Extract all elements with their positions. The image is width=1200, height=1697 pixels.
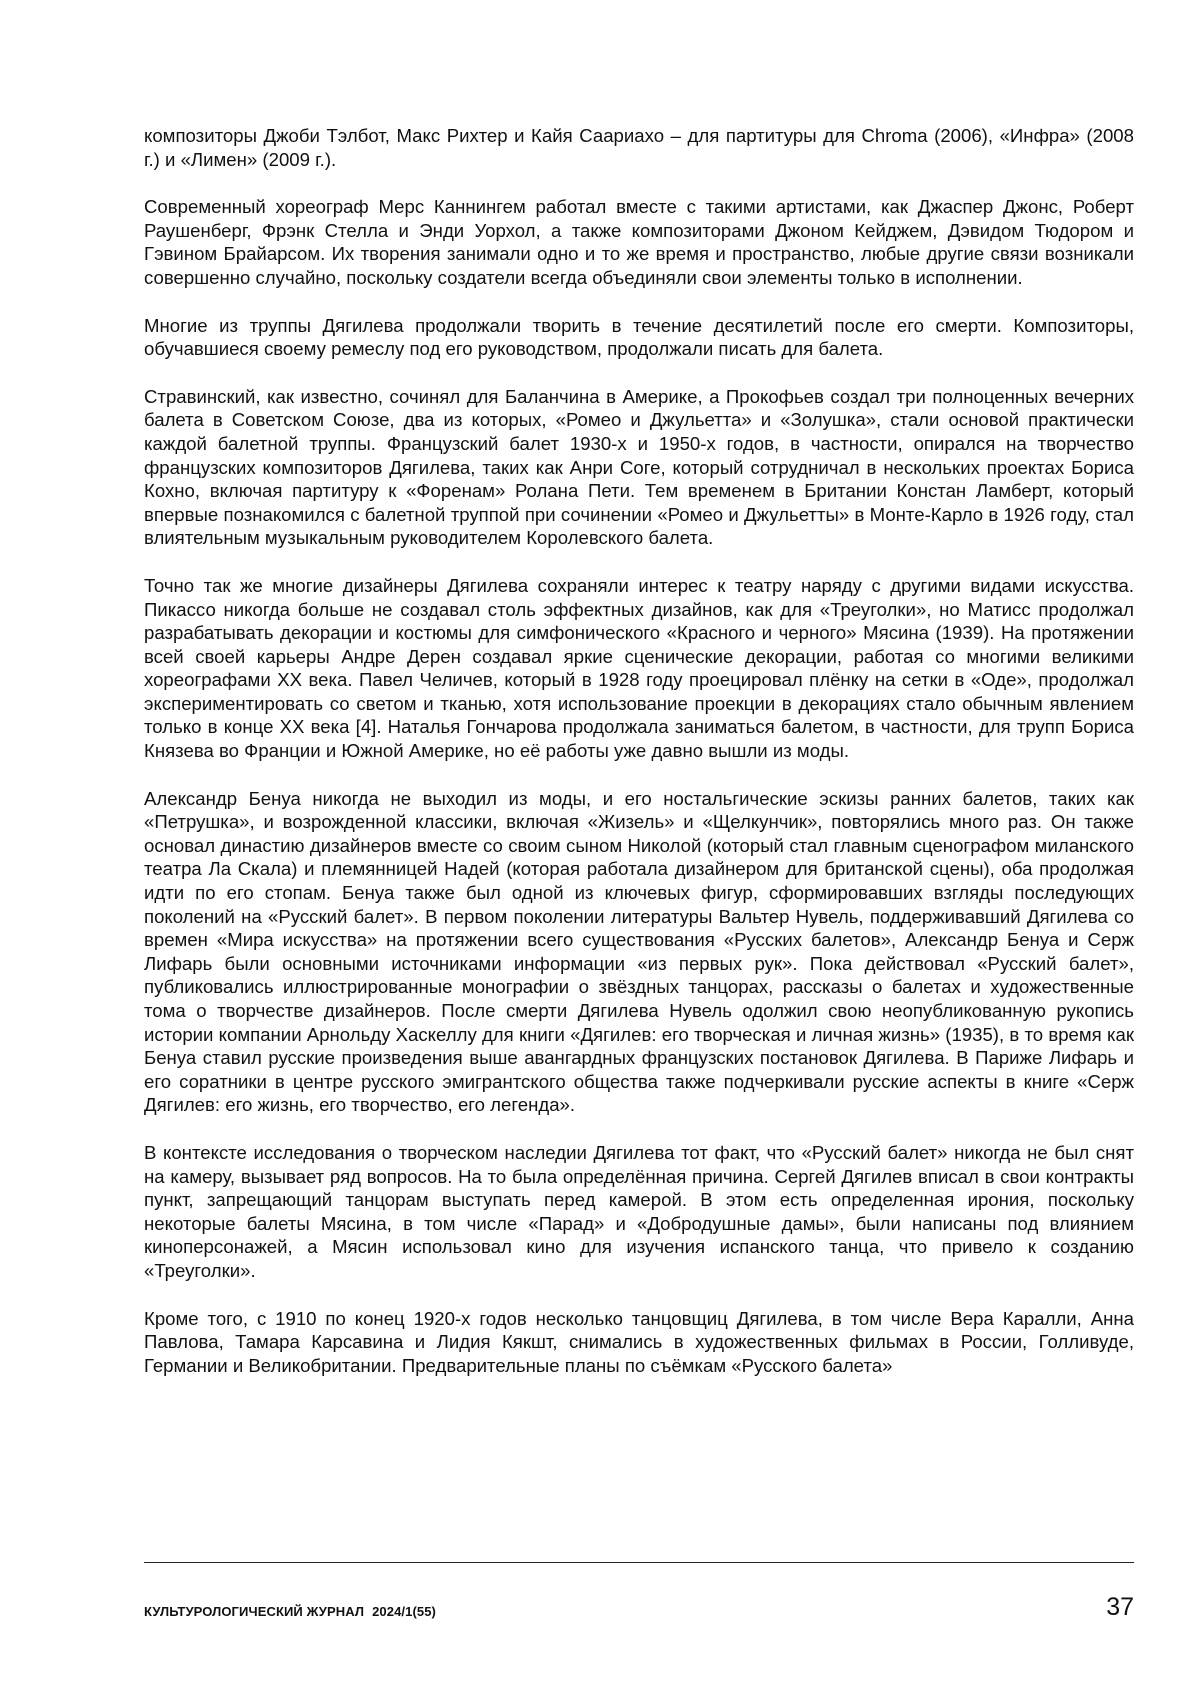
paragraph-3: Многие из труппы Дягилева продолжали творить в течение десятилетий после его смерти. Композиторы, обучавшиеся своему ремеслу под его руководством, продолжали писать для балета. <box>144 314 1134 361</box>
body-text <box>144 124 1134 1401</box>
paragraph-7: В контексте исследования о творческом наследии Дягилева тот факт, что «Русский балет» никогда не был снят на камеру, вызывает ряд вопросов. На то была определённая причина. Сергей Дягилев вписал в свои контракты пункт, запрещающий танцорам выступать перед камерой. В этом есть определенная ирония, поскольку некоторые балеты Мясина, в том числе «Парад» и «Добродушные дамы», были написаны под влиянием киноперсонажей, а Мясин использовал кино для изучения испанского танца, что привело к созданию «Треуголки». <box>144 1141 1134 1283</box>
paragraph-4: Стравинский, как известно, сочинял для Баланчина в Америке, а Прокофьев создал три полноценных вечерних балета в Советском Союзе, два из которых, «Ромео и Джульетта» и «Золушка», стали основой практически каждой балетной труппы. Французский балет 1930-х и 1950-х годов, в частности, опирался на творчество французских композиторов Дягилева, таких как Анри Соге, который сотрудничал в нескольких проектах Бориса Кохно, включая партитуру к «Форенам» Ролана Пети. Тем временем в Британии Констан Ламберт, который впервые познакомился с балетной труппой при сочинении «Ромео и Джульетты» в Монте-Карло в 1926 году, стал влиятельным музыкальным руководителем Королевского балета. <box>144 385 1134 550</box>
paragraph-6: Александр Бенуа никогда не выходил из моды, и его ностальгические эскизы ранних балетов, таких как «Петрушка», и возрожденной классики, включая «Жизель» и «Щелкунчик», повторялись много раз. Он также основал династию дизайнеров вместе со своим сыном Николой (который стал главным сценографом миланского театра Ла Скала) и племянницей Надей (которая работала дизайнером для британской сцены), оба продолжая идти по его стопам. Бенуа также был одной из ключевых фигур, сформировавших взгляды последующих поколений на «Русский балет». В первом поколении литературы Вальтер Нувель, поддерживавший Дягилева со времен «Мира искусства» на протяжении всего существования «Русских балетов», Александр Бенуа и Серж Лифарь были основными источниками информации «из первых рук». Пока действовал «Русский балет», публиковались иллюстрированные монографии о звёздных танцорах, рассказы о балетах и художественные тома о творчестве дизайнеров. После смерти Дягилева Нувель одолжил свою неопубликованную рукопись истории компании Арнольду Хаскеллу для книги «Дягилев: его творческая и личная жизнь» (1935), в то время как Бенуа ставил русские произведения выше авангардных французских постановок Дягилева. В Париже Лифарь и его соратники в центре русского эмигрантского общества также подчеркивали русские аспекты в книге «Серж Дягилев: его жизнь, его творчество, его легенда». <box>144 787 1134 1117</box>
paragraph-2: Современный хореограф Мерс Каннингем работал вместе с такими артистами, как Джаспер Джонс, Роберт Раушенберг, Фрэнк Стелла и Энди Уорхол, а также композиторами Джоном Кейджем, Дэвидом Тюдором и Гэвином Брайарсом. Их творения занимали одно и то же время и пространство, любые другие связи возникали совершенно случайно, поскольку создатели всегда объединяли свои элементы только в исполнении. <box>144 195 1134 289</box>
footer-divider <box>144 1562 1134 1563</box>
paragraph-5: Точно так же многие дизайнеры Дягилева сохраняли интерес к театру наряду с другими видами искусства. Пикассо никогда больше не создавал столь эффектных дизайнов, как для «Треуголки», но Матисс продолжал разрабатывать декорации и костюмы для симфонического «Красного и черного» Мясина (1939). На протяжении всей своей карьеры Андре Дерен создавал яркие сценические декорации, работая со многими великими хореографами XX века. Павел Челичев, который в 1928 году проецировал плёнку на сетки в «Оде», продолжал экспериментировать со светом и тканью, хотя использование проекции в декорациях стало обычным явлением только в конце XX века [4]. Наталья Гончарова продолжала заниматься балетом, в частности, для трупп Бориса Князева во Франции и Южной Америке, но её работы уже давно вышли из моды. <box>144 574 1134 763</box>
journal-issue: 2024/1(55) <box>372 1604 436 1619</box>
paragraph-8: Кроме того, с 1910 по конец 1920-х годов несколько танцовщиц Дягилева, в том числе Вера Каралли, Анна Павлова, Тамара Карсавина и Лидия Кякшт, снимались в художественных фильмах в России, Голливуде, Германии и Великобритании. Предварительные планы по съёмкам «Русского балета» <box>144 1307 1134 1378</box>
footer-journal-info <box>144 1604 436 1619</box>
journal-name: КУЛЬТУРОЛОГИЧЕСКИЙ ЖУРНАЛ <box>144 1604 364 1619</box>
paragraph-1: композиторы Джоби Тэлбот, Макс Рихтер и Кайя Саариахо – для партитуры для Chroma (2006), «Инфра» (2008 г.) и «Лимен» (2009 г.). <box>144 124 1134 171</box>
document-page <box>0 0 1200 1697</box>
page-number: 37 <box>1106 1593 1134 1622</box>
